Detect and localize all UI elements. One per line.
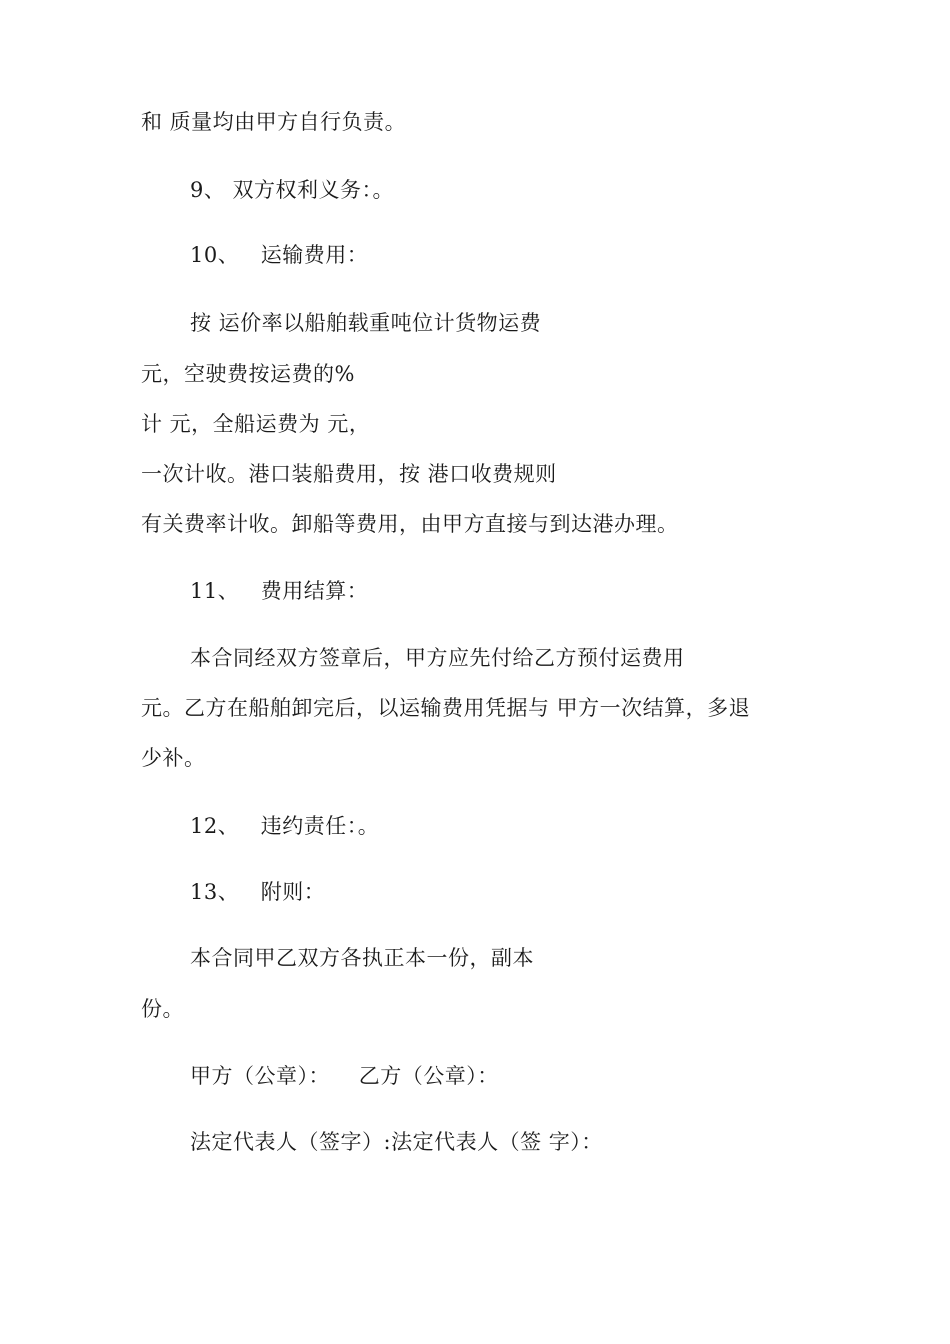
text-line: 份。 [141,997,184,1021]
signature-legal-representatives: 法定代表人（签字）:法定代表人（签 字）： [190,1130,603,1154]
text-line: 和 质量均由甲方自行负责。 [141,110,407,134]
text-line: 一次计收。港口装船费用，按 港口收费规则 [141,462,557,486]
text-line: 本合同甲乙双方各执正本一份，副本 [190,946,534,970]
signature-party-seals: 甲方（公章）： 乙方（公章）： [190,1064,499,1088]
text-line: 元。乙方在船舶卸完后，以运输费用凭据与 甲方一次结算，多退 [141,696,751,720]
text-line: 少补。 [141,746,206,770]
text-line: 元，空驶费按运费的% [141,362,355,386]
text-line: 按 运价率以船舶载重吨位计货物运费 [190,311,542,335]
section-heading-supplementary: 13、 附则： [190,880,326,904]
section-heading-transport-fees: 10、 运输费用： [190,243,369,267]
text-line: 计 元，全船运费为 元， [141,412,371,436]
section-heading-fee-settlement: 11、 费用结算： [190,579,369,603]
text-line: 有关费率计收。卸船等费用，由甲方直接与到达港办理。 [141,512,679,536]
text-line: 本合同经双方签章后，甲方应先付给乙方预付运费用 [190,646,685,670]
section-heading-breach-liability: 12、 违约责任：。 [190,814,380,838]
section-heading-rights-obligations: 9、 双方权利义务：。 [190,178,395,202]
